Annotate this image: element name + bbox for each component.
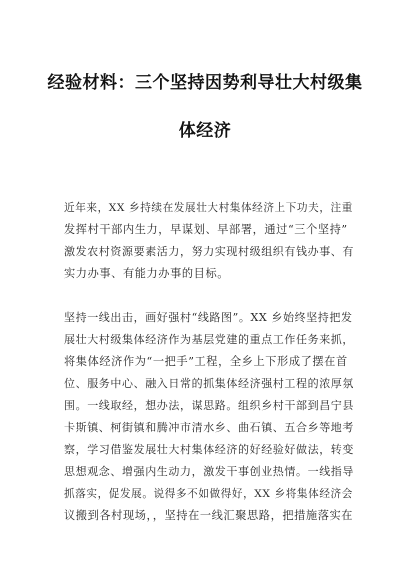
paragraph-line: 实力办事、有能力办事的目标。 xyxy=(64,267,230,280)
document-title-line-2: 体经济 xyxy=(178,121,232,141)
paragraph-line: 思想观念、增强内生动力，激发干事创业热情。一线指导 xyxy=(64,465,354,478)
paragraph-line: 抓落实，促发展。说得多不如做得好，XX 乡将集体经济会 xyxy=(64,488,353,500)
paragraph-line: 近年来，XX 乡持续在发展壮大村集体经济上下功夫，注重 xyxy=(64,202,353,214)
paragraph-line: 展壮大村级集体经济作为基层党建的重点工作任务来抓， xyxy=(64,333,354,346)
paragraph-line: 议搬到各村现场，，坚持在一线汇聚思路，把措施落实在 xyxy=(64,509,354,522)
paragraph-line: 察，学习借鉴发展壮大村集体经济的好经验好做法，转变 xyxy=(64,443,354,456)
paragraph-line: 坚持一线出击，画好强村“线路图”。XX 乡始终坚持把发 xyxy=(64,311,353,324)
paragraph-line: 将集体经济作为“一把手”工程，全乡上下形成了摆在首 xyxy=(64,355,348,368)
paragraph-line: 围。一线取经，想办法，谋思路。组织乡村干部到昌宁县 xyxy=(64,399,354,412)
paragraph-line: 激发农村资源要素活力，努力实现村级组织有钱办事、有 xyxy=(64,245,354,258)
document-title-line-1: 经验材料：三个坚持因势利导壮大村级集 xyxy=(47,73,363,93)
paragraph-line: 发挥村干部内生力，早谋划、早部署，通过“三个坚持” xyxy=(64,223,348,236)
paragraph-line: 位、服务中心、融入日常的抓集体经济强村工程的浓厚氛 xyxy=(64,377,354,390)
paragraph-line: 卡斯镇、柯街镇和腾冲市清水乡、曲石镇、五合乡等地考 xyxy=(64,421,354,434)
